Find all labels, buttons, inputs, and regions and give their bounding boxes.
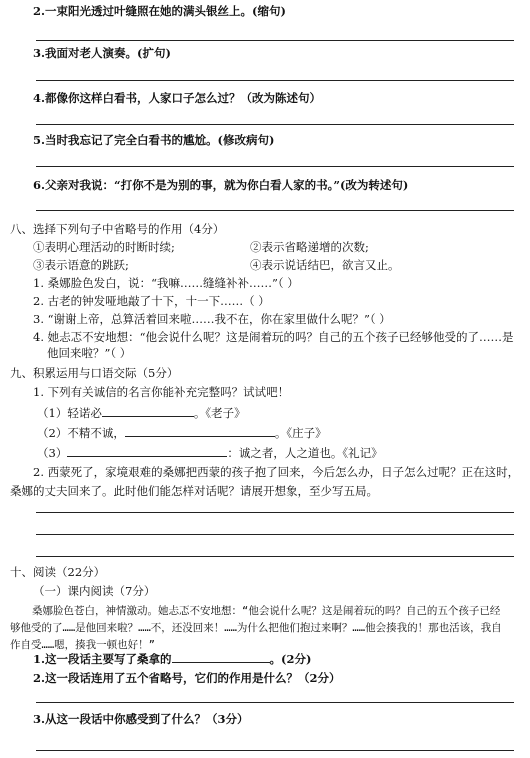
option-3: ③表示语意的跳跃; — [33, 258, 129, 272]
question-9-1: 1. 下列有关诚信的名言你能补充完整吗？试试吧！ — [33, 385, 290, 399]
fill-blank[interactable] — [102, 405, 194, 417]
quote-2-post: 。《庄子》 — [274, 426, 327, 440]
answer-line[interactable] — [36, 124, 514, 125]
subsection-heading: （一）课内阅读（7分） — [33, 584, 156, 598]
option-2: ②表示省略递增的次数; — [250, 240, 369, 254]
reading-question-2: 2.这一段话连用了五个省略号，它们的作用是什么？（2分） — [33, 671, 341, 685]
answer-line[interactable] — [36, 166, 514, 167]
answer-line[interactable] — [36, 80, 514, 81]
fill-blank[interactable] — [125, 425, 275, 437]
answer-line[interactable] — [36, 40, 514, 41]
reading-question-3: 3.从这一段话中你感受到了什么？（3分） — [33, 712, 249, 726]
question-5: 5.当时我忘记了完全白看书的尴尬。(修改病句) — [33, 133, 275, 147]
quote-2 — [37, 425, 327, 441]
quote-2-pre: （2）不精不诚， — [37, 426, 125, 440]
quote-3-pre: （3） — [37, 446, 68, 460]
fill-blank[interactable] — [67, 445, 227, 457]
sentence-3: 3. “谢谢上帝，总算活着回来啦……我不在，你在家里做什么呢？”（ ） — [33, 312, 391, 326]
quote-1-post: 。《老子》 — [193, 406, 246, 420]
sentence-4-cont: 他回来啦？”（ ） — [47, 346, 132, 360]
question-4: 4.都像你这样白看书，人家口子怎么过？（改为陈述句） — [33, 91, 322, 105]
sentence-1: 1. 桑娜脸色发白，说：“我嘛……缝缝补补……”（ ） — [33, 276, 299, 290]
quote-1-pre: （1）轻诺必 — [37, 406, 102, 420]
question-3: 3.我面对老人演奏。(扩句) — [33, 46, 171, 60]
question-9-2: 2. 西蒙死了，家境艰难的桑娜把西蒙的孩子抱了回来，今后怎么办，日子怎么过呢？正在这时， — [33, 465, 520, 479]
question-6: 6.父亲对我说：“打你不是为别的事，就为你白看人家的书。”(改为转述句) — [33, 178, 409, 192]
reading-question-1 — [33, 651, 311, 667]
section-10-heading: 十、阅读（22分） — [10, 565, 106, 579]
quote-3 — [37, 445, 383, 461]
question-2: 2.一束阳光透过叶缝照在她的满头银丝上。(缩句) — [33, 4, 286, 18]
answer-line[interactable] — [36, 750, 514, 751]
option-1: ①表明心理活动的时断时续; — [33, 240, 175, 254]
fill-blank[interactable] — [172, 651, 270, 663]
quote-1 — [37, 405, 246, 421]
answer-line[interactable] — [36, 210, 514, 211]
answer-line[interactable] — [36, 512, 514, 513]
section-8-heading: 八、选择下列句子中省略号的作用（4分） — [10, 222, 225, 236]
option-4: ④表示说话结巴，欲言又止。 — [250, 258, 400, 272]
sentence-2: 2. 古老的钟发哑地敲了十下，十一下……（ ） — [33, 294, 270, 308]
reading-passage: 桑娜脸色苍白，神情激动。她忐忑不安地想：“他会说什么呢？这是闹着玩的吗？自己的五个孩子已经够他受的了……是他回来啦？……不，还没回来！……为什么把他们抱过来啊？……他会揍我的！那也活该，我自作自受……嗯，揍我一顿也好！” — [10, 605, 502, 651]
answer-line[interactable] — [36, 702, 514, 703]
reading-q1-post: 。(2分) — [269, 652, 312, 666]
answer-line[interactable] — [36, 534, 514, 535]
sentence-4: 4. 她忐忑不安地想：“他会说什么呢？这是闹着玩的吗？自己的五个孩子已经够他受的了……是 — [33, 330, 514, 344]
question-9-2-cont: 桑娜的丈夫回来了。此时他们能怎样对话呢？请展开想象，至少写五局。 — [10, 484, 378, 498]
reading-q1-pre: 1.这一段话主要写了桑拿的 — [33, 652, 172, 666]
answer-line[interactable] — [36, 556, 514, 557]
quote-3-post: ：诚之者，人之道也。《礼记》 — [227, 446, 383, 460]
section-9-heading: 九、积累运用与口语交际（5分） — [10, 366, 179, 380]
